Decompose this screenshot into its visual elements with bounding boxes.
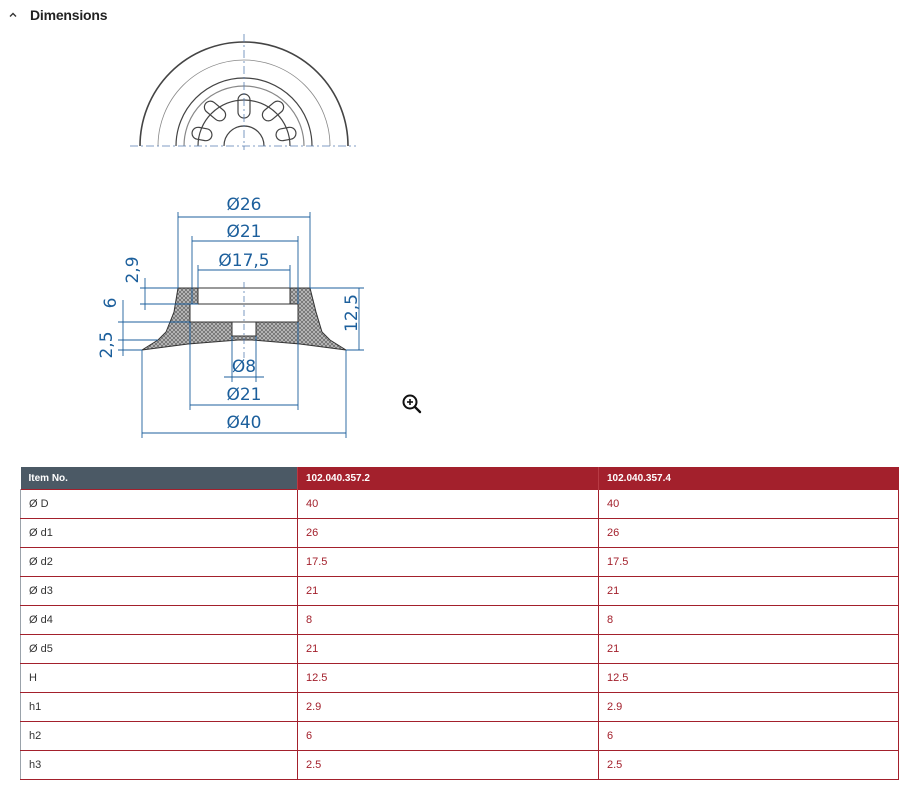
table-row bbox=[21, 548, 899, 577]
row-label: Ø d3 bbox=[21, 577, 298, 606]
cell-value: 8 bbox=[599, 606, 899, 635]
cell-value: 6 bbox=[599, 722, 899, 751]
label-d21-bottom: Ø21 bbox=[226, 385, 262, 405]
zoom-in-icon[interactable] bbox=[401, 393, 423, 415]
header-item-no: Item No. bbox=[21, 467, 298, 490]
cell-value: 2.5 bbox=[599, 751, 899, 780]
label-d21-top: Ø21 bbox=[226, 222, 262, 242]
row-label: Ø d4 bbox=[21, 606, 298, 635]
label-d8: Ø8 bbox=[231, 357, 257, 377]
cell-value: 12.5 bbox=[599, 664, 899, 693]
cell-value: 26 bbox=[599, 519, 899, 548]
table-row bbox=[21, 722, 899, 751]
row-label: h1 bbox=[21, 693, 298, 722]
cell-value: 2.9 bbox=[298, 693, 599, 722]
cell-value: 40 bbox=[298, 490, 599, 519]
table-row bbox=[21, 664, 899, 693]
row-label: h2 bbox=[21, 722, 298, 751]
label-h2: 6 bbox=[101, 297, 121, 309]
section-title: Dimensions bbox=[30, 7, 108, 23]
label-h1: 2,9 bbox=[123, 256, 143, 284]
cell-value: 6 bbox=[298, 722, 599, 751]
cell-value: 21 bbox=[298, 577, 599, 606]
section-view bbox=[142, 282, 346, 360]
label-h: 12,5 bbox=[342, 294, 362, 332]
label-d26: Ø26 bbox=[226, 195, 262, 215]
row-label: h3 bbox=[21, 751, 298, 780]
row-label: Ø d2 bbox=[21, 548, 298, 577]
top-view bbox=[130, 34, 356, 150]
cell-value: 26 bbox=[298, 519, 599, 548]
technical-drawing bbox=[0, 0, 440, 445]
cell-value: 21 bbox=[599, 635, 899, 664]
header-variant-4: 102.040.357.4 bbox=[599, 467, 899, 490]
table-row bbox=[21, 519, 899, 548]
row-label: Ø D bbox=[21, 490, 298, 519]
cell-value: 17.5 bbox=[298, 548, 599, 577]
table-row bbox=[21, 635, 899, 664]
label-h3: 2,5 bbox=[97, 331, 117, 359]
table-row bbox=[21, 751, 899, 780]
label-d17-5: Ø17,5 bbox=[218, 251, 270, 271]
dimensions-table bbox=[20, 467, 899, 780]
table-header-row bbox=[21, 467, 899, 490]
row-label: Ø d1 bbox=[21, 519, 298, 548]
cell-value: 2.9 bbox=[599, 693, 899, 722]
table-row bbox=[21, 577, 899, 606]
table-row bbox=[21, 490, 899, 519]
cell-value: 17.5 bbox=[599, 548, 899, 577]
cell-value: 2.5 bbox=[298, 751, 599, 780]
table-row bbox=[21, 606, 899, 635]
cell-value: 8 bbox=[298, 606, 599, 635]
table-row bbox=[21, 693, 899, 722]
label-d40: Ø40 bbox=[226, 413, 262, 433]
cell-value: 21 bbox=[298, 635, 599, 664]
cell-value: 12.5 bbox=[298, 664, 599, 693]
cell-value: 21 bbox=[599, 577, 899, 606]
row-label: Ø d5 bbox=[21, 635, 298, 664]
row-label: H bbox=[21, 664, 298, 693]
header-variant-2: 102.040.357.2 bbox=[298, 467, 599, 490]
cell-value: 40 bbox=[599, 490, 899, 519]
